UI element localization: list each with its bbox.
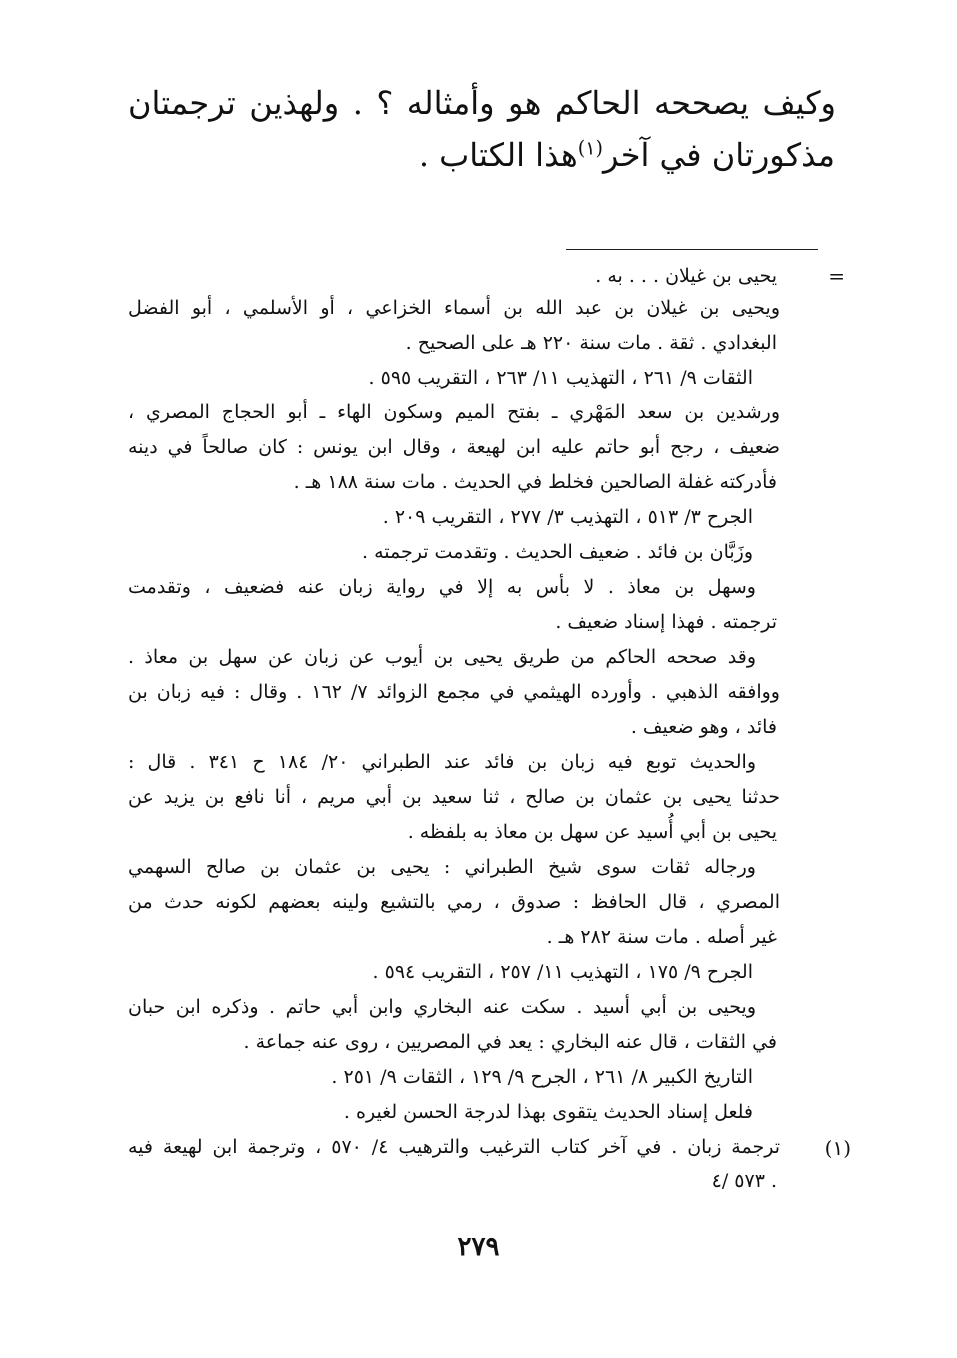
footnote-line: غير أصله . مات سنة ٢٨٢ هـ .	[546, 926, 777, 948]
footnote-1-marker: (١)	[824, 1136, 851, 1160]
footnote-1-line: ترجمة زبان . في آخر كتاب الترغيب والترهيب ٤/ ٥٧٠ ، وترجمة ابن لهيعة فيه	[128, 1136, 780, 1158]
footnote-line: وسهل بن معاذ . لا بأس به إلا في رواية زبان عنه فضعيف ، وتقدمت	[128, 576, 756, 598]
footnote-line: الثقات ٩/ ٢٦١ ، التهذيب ١١/ ٢٦٣ ، التقريب ٥٩٥ .	[368, 367, 753, 389]
footnote-line: فائد ، وهو ضعيف .	[630, 716, 777, 738]
footnote-line: ضعيف ، رجح أبو حاتم عليه ابن لهيعة ، وقال ابن يونس : كان صالحاً في دينه	[128, 436, 780, 458]
main-text-line-2	[419, 136, 835, 174]
page-number: ٢٧٩	[457, 1232, 500, 1262]
footnote-line: الجرح ٣/ ٥١٣ ، التهذيب ٣/ ٢٧٧ ، التقريب ٢٠٩ .	[382, 506, 753, 528]
footnote-line: ويحيى بن غيلان بن عبد الله بن أسماء الخزاعي ، أو الأسلمي ، أبو الفضل	[128, 297, 780, 319]
footnote-continuation-marker: =	[828, 264, 845, 288]
footnote-line: والحديث توبع فيه زبان بن فائد عند الطبراني ٢٠/ ١٨٤ ح ٣٤١ . قال :	[128, 751, 756, 773]
footnote-1-line: . ٥٧٣ /٤	[711, 1170, 777, 1192]
footnote-line: ووافقه الذهبي . وأورده الهيثمي في مجمع الزوائد ٧/ ١٦٢ . وقال : فيه زبان بن	[128, 681, 780, 703]
footnote-line: يحيى بن غيلان . . . به .	[595, 265, 777, 287]
footnote-line: ويحيى بن أبي أسيد . سكت عنه البخاري وابن أبي حاتم . وذكره ابن حبان	[128, 996, 756, 1018]
footnote-line: ورشدين بن سعد المَهْري ـ بفتح الميم وسكون الهاء ـ أبو الحجاج المصري ،	[128, 401, 780, 423]
footnote-line: في الثقات ، قال عنه البخاري : يعد في المصريين ، روى عنه جماعة .	[243, 1031, 777, 1053]
footnote-line: التاريخ الكبير ٨/ ٢٦١ ، الجرح ٩/ ١٢٩ ، الثقات ٩/ ٢٥١ .	[331, 1066, 753, 1088]
footnote-line: ورجاله ثقات سوى شيخ الطبراني : يحيى بن عثمان بن صالح السهمي	[128, 856, 756, 878]
footnote-line: المصري ، قال الحافظ : صدوق ، رمي بالتشيع ولينه بعضهم لكونه حدث من	[128, 891, 780, 913]
footnote-separator	[566, 249, 818, 250]
footnote-line: البغدادي . ثقة . مات سنة ٢٢٠ هـ على الصحيح .	[405, 332, 777, 354]
footnote-line: الجرح ٩/ ١٧٥ ، التهذيب ١١/ ٢٥٧ ، التقريب ٥٩٤ .	[372, 961, 753, 983]
footnote-line: وقد صححه الحاكم من طريق يحيى بن أيوب عن زبان عن سهل بن معاذ .	[128, 646, 756, 668]
main-text-line-1: وكيف يصححه الحاكم هو وأمثاله ؟ . ولهذين ترجمتان	[128, 84, 836, 122]
footnote-line: يحيى بن أبي أُسيد عن سهل بن معاذ به بلفظه .	[407, 821, 777, 843]
main-text-line-2-start: مذكورتان في آخر	[603, 136, 835, 174]
footnote-line: فأدركته غفلة الصالحين فخلط في الحديث . مات سنة ١٨٨ هـ .	[293, 471, 777, 493]
main-text-line-2-end: هذا الكتاب .	[418, 136, 578, 174]
footnote-line: وزَبَّان بن فائد . ضعيف الحديث . وتقدمت ترجمته .	[362, 541, 753, 563]
footnote-ref-1: (١)	[577, 136, 604, 160]
footnote-line: ترجمته . فهذا إسناد ضعيف .	[555, 611, 777, 633]
footnote-line: حدثنا يحيى بن عثمان بن صالح ، ثنا سعيد بن أبي مريم ، أنا نافع بن يزيد عن	[128, 786, 780, 808]
footnote-line: فلعل إسناد الحديث يتقوى بهذا لدرجة الحسن لغيره .	[343, 1101, 753, 1123]
